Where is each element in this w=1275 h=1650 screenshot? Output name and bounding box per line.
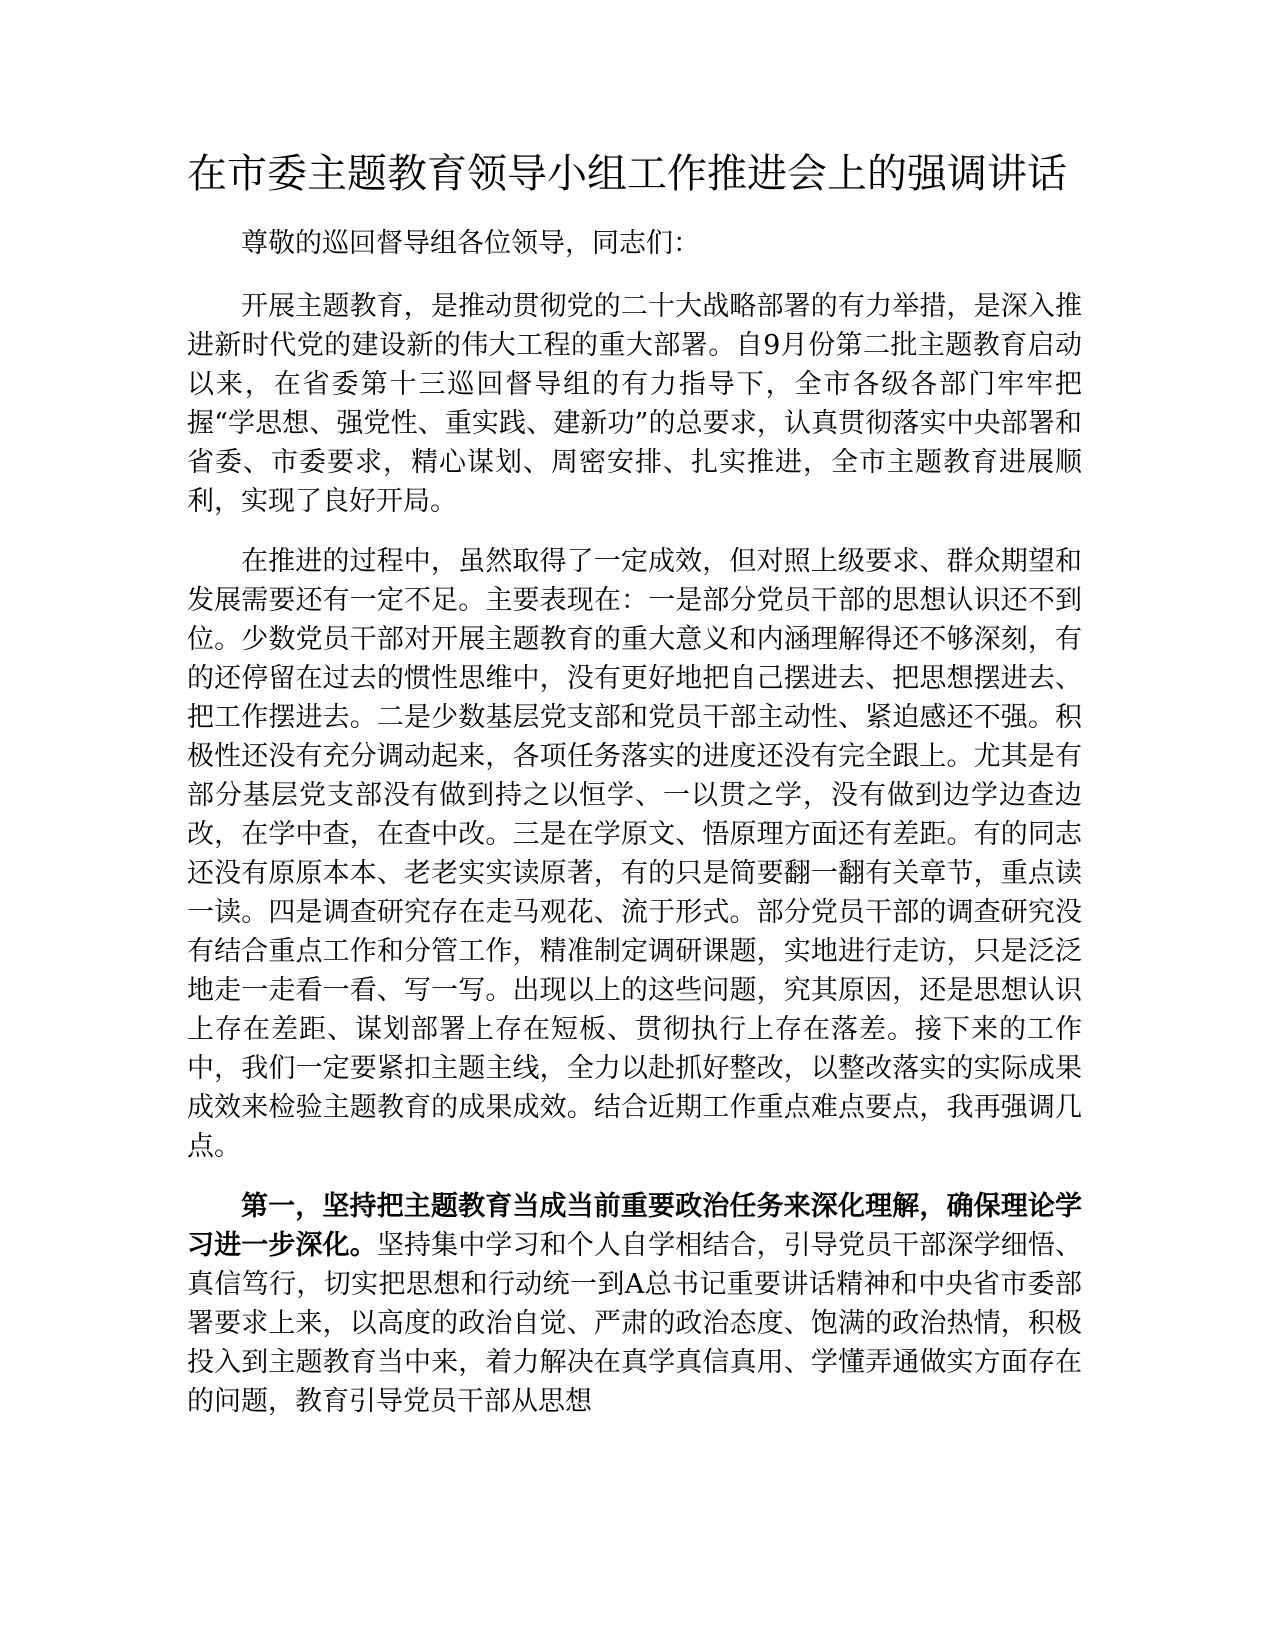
salutation: 尊敬的巡回督导组各位领导，同志们： xyxy=(241,228,700,259)
paragraph-problems: 在推进的过程中，虽然取得了一定成效，但对照上级要求、群众期望和发展需要还有一定不足。主要表现在：一是部分党员干部的思想认识还不到位。少数党员干部对开展主题教育的重大意义和内涵理解得还不够深刻，有的还停留在过去的惯性思维中，没有更好地把自己摆进去、把思想摆进去、把工作摆进去。二是少数基层党支部和党员干部主动性、紧迫感还不强。积极性还没有充分调动起来，各项任务落实的进度还没有完全跟上。尤其是有部分基层党支部没有做到持之以恒学、一以贯之学，没有做到边学边查边改，在学中查，在查中改。三是在学原文、悟原理方面还有差距。有的同志还没有原原本本、老老实实读原著，有的只是简要翻一翻有关章节，重点读一读。四是调查研究存在走马观花、流于形式。部分党员干部的调查研究没有结合重点工作和分管工作，精准制定调研课题，实地进行走访，只是泛泛地走一走看一看、写一写。出现以上的这些问题，究其原因，还是思想认识上存在差距、谋划部署上存在短板、贯彻执行上存在落差。接下来的工作中，我们一定要紧扣主题主线，全力以赴抓好整改，以整改落实的实际成果成效来检验主题教育的成果成效。结合近期工作重点难点要点，我再强调几点。 xyxy=(187,546,1082,1162)
paragraph-point-one xyxy=(187,1187,1082,1421)
document-title: 在市委主题教育领导小组工作推进会上的强调讲话 xyxy=(187,151,1067,197)
point-one-heading: 第一，坚持把主题教育当成当前重要政治任务来深化理解，确保理论学习进一步深化。 xyxy=(187,1191,1082,1261)
document-page xyxy=(187,148,1082,1442)
paragraph-opening: 开展主题教育，是推动贯彻党的二十大战略部署的有力举措，是深入推进新时代党的建设新的伟大工程的重大部署。自9月份第二批主题教育启动以来，在省委第十三巡回督导组的有力指导下，全市各级各部门牢牢把握“学思想、强党性、重实践、建新功”的总要求，认真贯彻落实中央部署和省委、市委要求，精心谋划、周密安排、扎实推进，全市主题教育进展顺利，实现了良好开局。 xyxy=(187,291,1082,517)
point-one-body: 坚持集中学习和个人自学相结合，引导党员干部深学细悟、真信笃行，切实把思想和行动统一到A总书记重要讲话精神和中央省市委部署要求上来，以高度的政治自觉、严肃的政治态度、饱满的政治热情，积极投入到主题教育当中来，着力解决在真学真信真用、学懂弄通做实方面存在的问题，教育引导党员干部从思想 xyxy=(187,1230,1082,1417)
